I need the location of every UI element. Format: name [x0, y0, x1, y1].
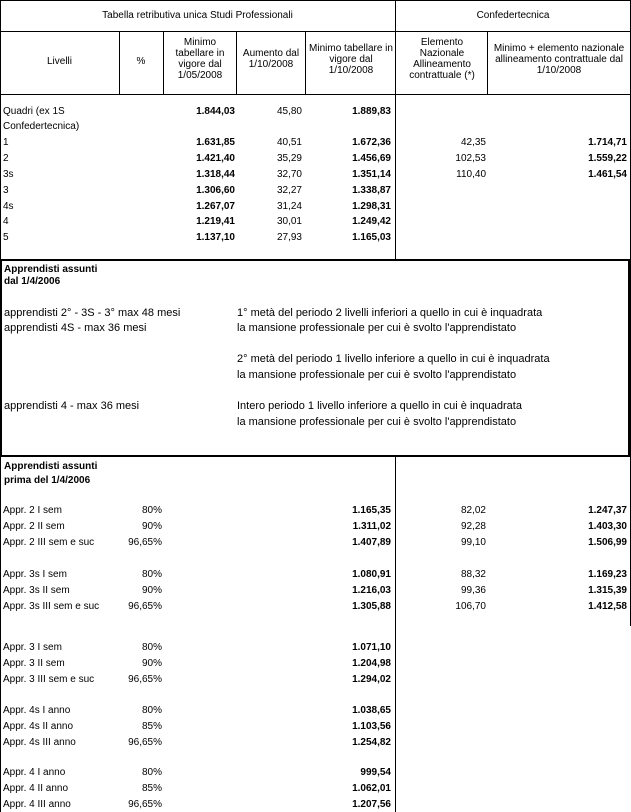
level-aumento: 27,93	[276, 232, 302, 243]
col-header-minimo-new: Minimo tabellare in vigore dal 1/10/2008	[309, 43, 393, 76]
level-nuovo: 1.165,03	[352, 232, 391, 243]
appr-label: Appr. 3s III sem e suc	[3, 601, 100, 612]
appr-percent: 96,65%	[128, 601, 162, 612]
level-nuovo: 1.456,69	[352, 153, 391, 164]
col-header-totale: Minimo + elemento nazionale allineamento contrattuale dal 1/10/2008	[493, 43, 625, 76]
level-minimo: 1.219,41	[196, 216, 235, 227]
level-label: 1	[3, 137, 9, 148]
appr-label: Appr. 3s I sem	[3, 569, 67, 580]
level-label: 3s	[3, 169, 14, 180]
appr-label: Appr. 4 II anno	[3, 783, 69, 794]
level-aumento: 45,80	[276, 106, 302, 117]
level-totale: 1.714,71	[588, 137, 627, 148]
level-aumento: 40,51	[276, 137, 302, 148]
col-sep-3	[236, 31, 237, 94]
level-nuovo: 1.249,42	[352, 216, 391, 227]
appr-percent: 90%	[141, 521, 162, 532]
table-title: Tabella retributiva unica Studi Professionali	[102, 10, 293, 21]
confedertecnica-title: Confedertecnica	[476, 10, 550, 21]
appr-nuovo: 1.216,03	[352, 585, 391, 596]
appr-label: Appr. 4s III anno	[3, 737, 76, 748]
appr-label: Appr. 4s II anno	[3, 721, 74, 732]
appr-nuovo: 1.407,89	[352, 537, 391, 548]
level-aumento: 35,29	[276, 153, 302, 164]
level-minimo: 1.421,40	[196, 153, 235, 164]
level-nuovo: 1.889,83	[352, 106, 391, 117]
rule-left: apprendisti 2° - 3S - 3° max 48 mesi	[4, 307, 181, 319]
level-label-cont: Confedertecnica)	[3, 121, 80, 132]
appr-nuovo: 1.080,91	[352, 569, 391, 580]
appr-elemento: 106,70	[455, 601, 486, 612]
appr-percent: 96,65%	[128, 799, 162, 810]
col-sep-4	[305, 31, 306, 94]
level-label: 4	[3, 216, 9, 227]
level-minimo: 1.844,03	[196, 106, 235, 117]
appr-percent: 85%	[141, 783, 162, 794]
level-minimo: 1.137,10	[196, 232, 235, 243]
col-header-minimo: Minimo tabellare in vigore dal 1/05/2008	[175, 37, 225, 81]
appr-percent: 80%	[141, 767, 162, 778]
rule-right: la mansione professionale per cui è svolto l'apprendistato	[237, 322, 517, 334]
rule-right: Intero periodo 1 livello inferiore a quello in cui è inquadrata	[237, 400, 522, 412]
appr-percent: 80%	[141, 642, 162, 653]
col-sep-2	[163, 31, 164, 94]
level-nuovo: 1.672,36	[352, 137, 391, 148]
appr-nuovo: 1.311,02	[352, 521, 391, 532]
level-aumento: 31,24	[276, 201, 302, 212]
level-totale: 1.461,54	[588, 169, 627, 180]
appr-totale: 1.315,39	[588, 585, 627, 596]
box-top-border	[0, 259, 631, 261]
header-divider	[0, 31, 631, 32]
appr-percent: 90%	[141, 585, 162, 596]
col-sep-6	[487, 31, 488, 94]
appr-label: Appr. 4s I anno	[3, 705, 71, 716]
appr-nuovo: 1.294,02	[352, 674, 391, 685]
box-bottom-border	[0, 455, 631, 457]
level-label: 4s	[3, 201, 14, 212]
level-label: Quadri (ex 1S	[3, 106, 65, 117]
appr-percent: 96,65%	[128, 537, 162, 548]
level-aumento: 30,01	[276, 216, 302, 227]
section-title: Apprendisti assunti	[4, 264, 98, 275]
appr-percent: 85%	[141, 721, 162, 732]
appr-nuovo: 1.305,88	[352, 601, 391, 612]
header-bottom-border	[0, 94, 631, 95]
level-elemento: 102,53	[455, 153, 486, 164]
section-title: Apprendisti assunti	[4, 461, 98, 472]
level-minimo: 1.306,60	[196, 185, 235, 196]
appr-totale: 1.412,58	[588, 601, 627, 612]
appr-elemento: 82,02	[460, 505, 486, 516]
appr-nuovo: 1.103,56	[352, 721, 391, 732]
level-aumento: 32,70	[276, 169, 302, 180]
level-minimo: 1.267,07	[196, 201, 235, 212]
appr-nuovo: 1.207,56	[352, 799, 391, 810]
appr-label: Appr. 2 III sem e suc	[3, 537, 95, 548]
level-elemento: 110,40	[456, 169, 486, 180]
appr-label: Appr. 2 II sem	[3, 521, 65, 532]
appr-nuovo: 1.062,01	[352, 783, 391, 794]
level-minimo: 1.318,44	[196, 169, 235, 180]
appr-label: Appr. 3 II sem	[3, 658, 65, 669]
section-subtitle: prima del 1/4/2006	[4, 475, 91, 486]
rule-right: la mansione professionale per cui è svolto l'apprendistato	[237, 369, 517, 381]
appr-totale: 1.403,30	[588, 521, 627, 532]
appr-totale: 1.169,23	[588, 569, 627, 580]
level-label: 3	[3, 185, 9, 196]
appr-nuovo: 1.165,35	[352, 505, 391, 516]
appr-label: Appr. 3s II sem	[3, 585, 70, 596]
rule-right: 1° metà del periodo 2 livelli inferiori a quello in cui è inquadrata	[237, 307, 543, 319]
appr-label: Appr. 3 III sem e suc	[3, 674, 95, 685]
header-top-border	[0, 0, 631, 1]
level-nuovo: 1.298,31	[352, 201, 391, 212]
box-right-border	[628, 259, 630, 457]
appr-percent: 96,65%	[128, 737, 162, 748]
rule-left: apprendisti 4 - max 36 mesi	[4, 400, 140, 412]
level-nuovo: 1.351,14	[352, 169, 391, 180]
col-header-elemento: Elemento Nazionale Allineamento contrattuale (*)	[409, 37, 475, 81]
appr-label: Appr. 4 I anno	[3, 767, 66, 778]
appr-label: Appr. 4 III anno	[3, 799, 71, 810]
appr-totale: 1.247,37	[588, 505, 627, 516]
col-header-livelli: Livelli	[46, 56, 72, 67]
appr-elemento: 99,10	[460, 537, 486, 548]
appr-elemento: 88,32	[460, 569, 486, 580]
level-totale: 1.559,22	[588, 153, 627, 164]
level-minimo: 1.631,85	[196, 137, 235, 148]
appr-percent: 90%	[141, 658, 162, 669]
appr-percent: 80%	[141, 569, 162, 580]
appr-elemento: 92,28	[460, 521, 486, 532]
rule-left: apprendisti 4S - max 36 mesi	[4, 322, 147, 334]
level-elemento: 42,35	[460, 137, 486, 148]
level-label: 5	[3, 232, 9, 243]
rule-right: 2° metà del periodo 1 livello inferiore a quello in cui è inquadrata	[237, 353, 550, 365]
rule-right: la mansione professionale per cui è svolto l'apprendistato	[237, 416, 517, 428]
appr-label: Appr. 3 I sem	[3, 642, 62, 653]
appr-nuovo: 1.071,10	[352, 642, 391, 653]
appr-label: Appr. 2 I sem	[3, 505, 62, 516]
appr-percent: 80%	[141, 705, 162, 716]
appr-nuovo: 999,54	[360, 767, 391, 778]
appr-nuovo: 1.204,98	[352, 658, 391, 669]
appr-totale: 1.506,99	[588, 537, 627, 548]
box-left-border	[0, 259, 2, 457]
col-header-percent: %	[136, 56, 146, 67]
appr-nuovo: 1.038,65	[352, 705, 391, 716]
appr-percent: 96,65%	[128, 674, 162, 685]
col-header-aumento: Aumento dal 1/10/2008	[242, 48, 300, 70]
section-subtitle: dal 1/4/2006	[4, 276, 61, 287]
appr-percent: 80%	[141, 505, 162, 516]
level-nuovo: 1.338,87	[352, 185, 391, 196]
level-label: 2	[3, 153, 9, 164]
level-aumento: 32,27	[276, 185, 302, 196]
appr-nuovo: 1.254,82	[352, 737, 391, 748]
appr-elemento: 99,36	[460, 585, 486, 596]
section-divider-upper	[395, 0, 396, 260]
